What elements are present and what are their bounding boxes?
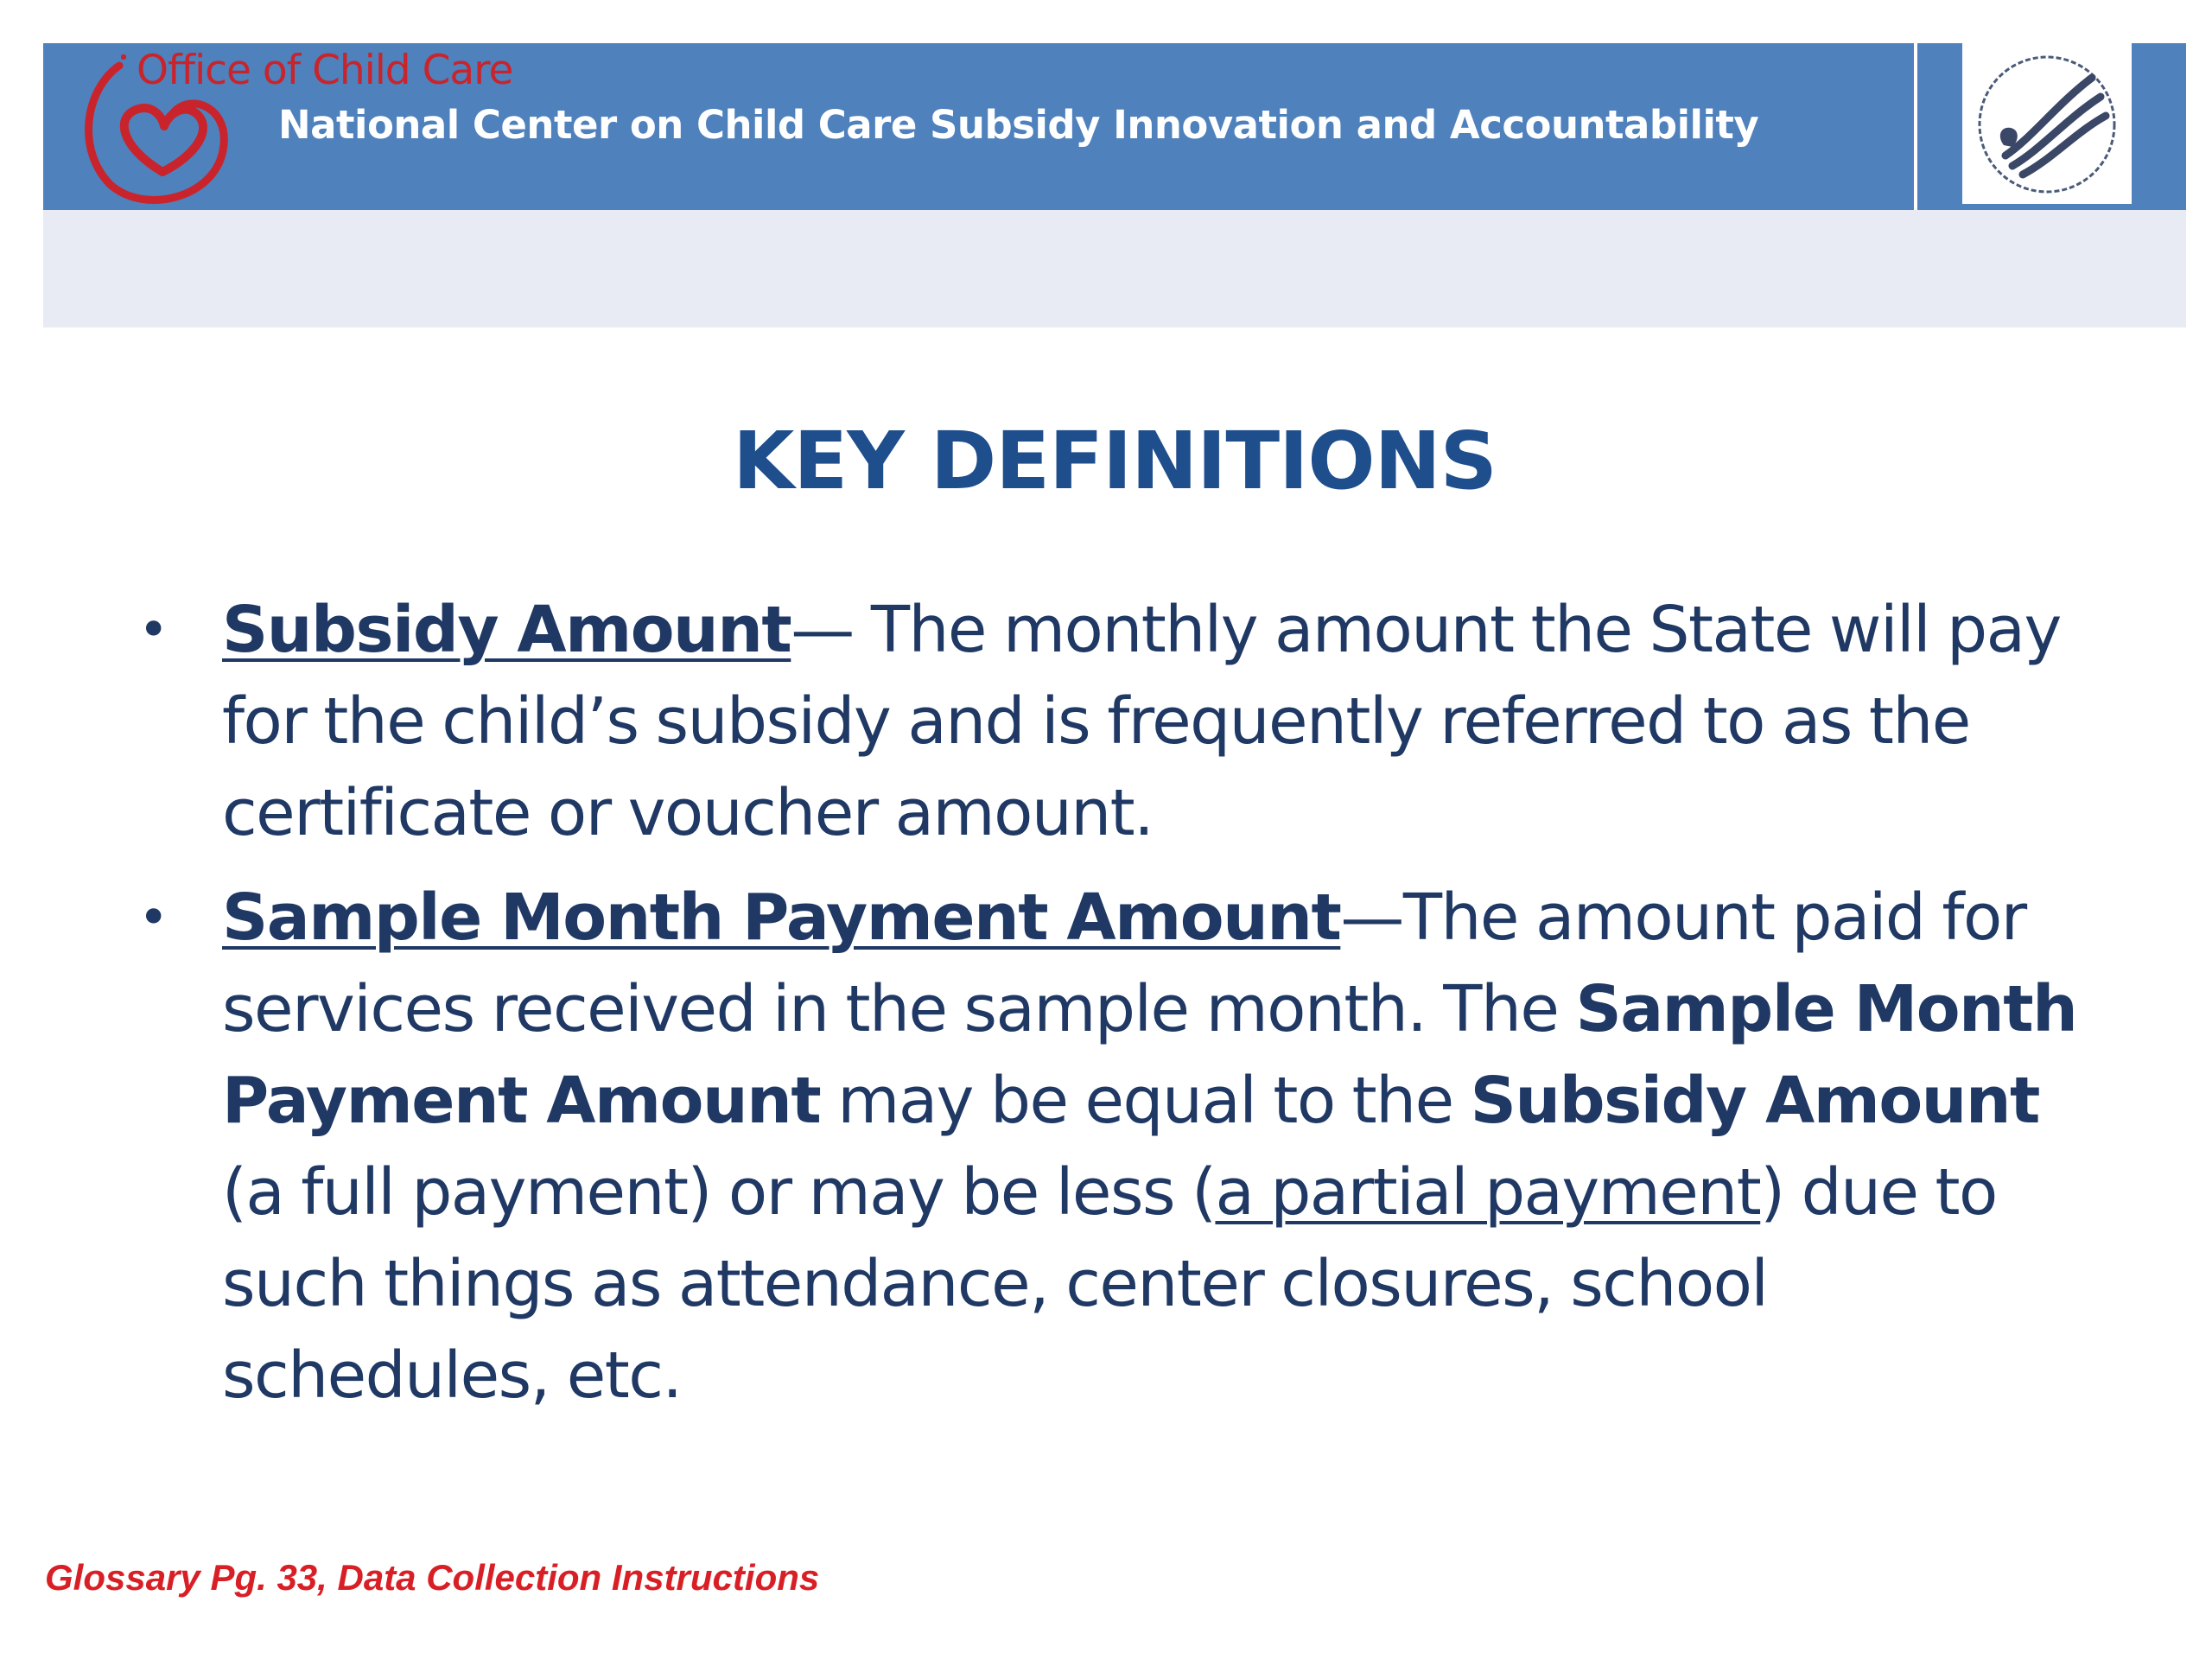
logo-text: Office of Child Care (137, 47, 513, 94)
footer-source-note: Glossary Pg. 33, Data Collection Instructions (45, 1557, 820, 1598)
definition-emphasis: Sample Month Payment Amount (222, 972, 2077, 1138)
definition-dash: — (1340, 880, 1403, 955)
definition-underlined: a partial payment (1215, 1155, 1761, 1230)
definitions-list (138, 584, 2091, 1421)
slide-title: KEY DEFINITIONS (733, 415, 1497, 507)
definition-term: Sample Month Payment Amount (222, 880, 1341, 955)
definition-emphasis: Subsidy Amount (1470, 1064, 2039, 1138)
definition-text: (a full payment) or may be less ( (222, 1155, 1216, 1230)
definition-sample-month-payment-amount (138, 872, 2091, 1421)
definition-text: The monthly amount the State will pay for the child’s subsidy and is frequently referred to as the certificate or voucher amount. (222, 593, 2061, 850)
definition-term: Subsidy Amount (222, 593, 791, 667)
definition-subsidy-amount (138, 584, 2091, 859)
definition-text: The amount paid for services received in the sample month. The (222, 880, 2026, 1046)
definition-text: ) due to such things as attendance, center closures, school schedules, etc. (222, 1155, 1997, 1413)
slide-header (43, 43, 2186, 210)
header-title: National Center on Child Care Subsidy Innovation and Accountability (278, 102, 1759, 148)
hhs-eagle-seal-icon (1962, 43, 2132, 204)
bullet-icon: • (138, 600, 168, 660)
bullet-icon: • (138, 887, 168, 948)
definition-dash: — (791, 593, 854, 667)
header-divider (1914, 43, 1917, 210)
subheader-band (43, 210, 2186, 327)
definition-text: may be equal to the (820, 1064, 1471, 1138)
